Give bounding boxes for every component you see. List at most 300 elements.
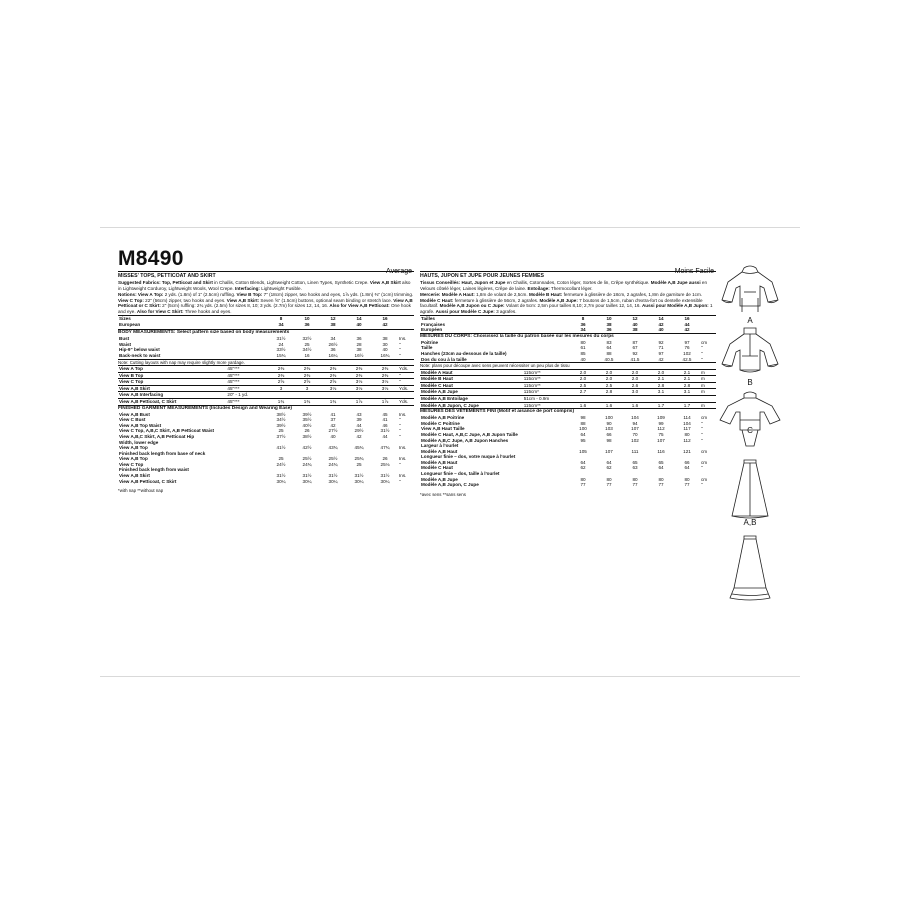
detail-text: 1,8m de volant de 2,5cm. [474, 292, 529, 297]
yardage-value [268, 392, 294, 399]
measurement-value: 28 [356, 341, 362, 347]
row-label: Width, lower edge [119, 439, 159, 445]
sizes-table [118, 315, 414, 327]
measurement-value: 62 [606, 465, 612, 471]
measurement-value: 40.5 [604, 356, 614, 362]
yardage-value [372, 392, 398, 399]
view-sketches [718, 262, 790, 662]
body-measurements-table [118, 336, 414, 358]
unit: " [399, 433, 401, 439]
unit: " [701, 482, 703, 488]
yardage-value [622, 395, 648, 402]
yardage-value: 2.7 [570, 389, 596, 396]
yardage-value: 3⅛ [372, 385, 398, 392]
unit: m [700, 369, 716, 376]
unit: " [399, 428, 401, 434]
detail-text: 7 boutons de 1,5cm, ruban d'extra-fort ou dentelle extensible facultatif. [420, 297, 703, 308]
yardage-value: 3 [268, 385, 294, 392]
yardage-value: 3.1 [674, 389, 700, 396]
yardage-value: 2⅜ [268, 372, 294, 379]
pattern-envelope-back [118, 248, 718, 658]
measurement-value: 44 [382, 433, 388, 439]
row-label: View A,B Petticoat, C Skirt [118, 398, 226, 404]
view-letter-label: B [747, 378, 753, 387]
measurement-value: 66 [606, 431, 612, 437]
size-value: 36 [606, 327, 612, 333]
finished-garment-title [118, 405, 414, 412]
measurement-value: 77 [632, 482, 638, 488]
measurement-value: 25 [278, 428, 284, 434]
measurement-value: 35½ [302, 417, 312, 423]
yardage-value: 2.5 [570, 382, 596, 389]
measurement-value: 45¾ [354, 445, 364, 451]
measurement-value: 25 [356, 461, 362, 467]
measurement-value: 71 [658, 345, 664, 351]
yardage-value: 2⅜ [372, 365, 398, 372]
measurement-value: 65 [632, 459, 638, 465]
row-label: Modèle C Haut [420, 382, 523, 389]
size-value: 34 [580, 327, 586, 333]
row-label: View A Top [118, 365, 226, 372]
measurement-value: 80 [606, 476, 612, 482]
body-measurements-heading: BODY MEASUREMENTS: [118, 330, 176, 336]
row-label: View A,B Top [119, 456, 148, 462]
measurement-value: 63 [632, 465, 638, 471]
bold-label: View C Top: [118, 297, 144, 303]
measurement-value: 30¼ [354, 478, 364, 484]
measurement-value: 30¼ [328, 478, 338, 484]
yardage-row [420, 369, 716, 376]
measurement-value: 45 [382, 411, 388, 417]
top-divider-line [100, 227, 800, 228]
unit: " [399, 347, 401, 353]
unit: " [399, 352, 401, 358]
yardage-row [420, 376, 716, 383]
cutting-note-fr: Note: plans pour découpe avec sens peuvent nécessiter un peu plus de tissu [420, 362, 716, 368]
fabric-width: 115cm** [523, 369, 570, 376]
yardage-value [346, 392, 372, 399]
measurement-value: 38 [356, 347, 362, 353]
measurement-row [420, 482, 716, 488]
sizes-table-fr [420, 315, 716, 333]
measurement-value: 29½ [354, 428, 364, 434]
pattern-number: M8490 [118, 247, 184, 270]
measurement-value: 41 [330, 411, 336, 417]
size-value: 10 [294, 316, 320, 322]
measurement-value: 61 [580, 345, 586, 351]
bottom-divider-line [100, 676, 800, 677]
yardage-value: 2.0 [596, 376, 622, 383]
measurement-value: 88 [580, 420, 586, 426]
suggested-fabrics-fr [420, 280, 716, 291]
measurement-value: 31½ [380, 428, 390, 434]
difficulty-level-fr: Moins Facile [674, 268, 714, 275]
view-letter-label: A,B [743, 518, 757, 527]
size-value: 16 [674, 316, 700, 322]
row-label: Modèle A,B Haut [421, 448, 458, 454]
body-measurements-heading-fr: MESURES DU CORPS: [420, 333, 472, 339]
measurement-value: 30¼ [302, 478, 312, 484]
measurement-value: 39 [356, 417, 362, 423]
body-measurements-subtitle-fr: Choisissez la taille du patron basée sur les mesures du corps [471, 333, 614, 339]
bold-label: Entoilage: [527, 285, 550, 291]
unit: " [399, 341, 401, 347]
finished-garment-heading: FINISHED GARMENT MEASUREMENTS [118, 405, 209, 411]
top-b-drawing-icon [718, 326, 782, 380]
yardage-value: 2⅝ [268, 379, 294, 386]
nap-footnote-fr: *avec sens **sans sens [420, 491, 466, 497]
yardage-table-fr [420, 369, 716, 409]
row-label: View A,B Interfacing [118, 392, 226, 399]
finished-garment-heading-fr: MESURES DES VÊTEMENTS FINI [420, 409, 496, 415]
row-label: Longueur finie – dos, taille à l'ourlet [421, 471, 500, 477]
size-value: 8 [570, 316, 596, 322]
finished-garment-table-fr [420, 415, 716, 488]
french-column [420, 248, 716, 497]
measurement-value: 30 [382, 341, 388, 347]
bold-label: Interfacing: [234, 285, 260, 291]
row-label: Largeur à l'ourlet [421, 443, 459, 449]
finished-garment-title-fr [420, 408, 716, 415]
measurement-value: 42 [658, 356, 664, 362]
unit: " [701, 420, 703, 426]
measurement-value: 46 [382, 422, 388, 428]
yardage-value: 3.1 [648, 389, 674, 396]
detail-text: 7" (18cm) zipper, two hooks and eyes, 1⅞ yds. (1.8m) ⅜" (1cm) trimming. [262, 292, 414, 297]
yardage-value [648, 395, 674, 402]
measurement-value: 103 [605, 426, 613, 432]
yardage-value [570, 395, 596, 402]
size-value: 38 [606, 321, 612, 327]
yardage-value: 2⅜ [294, 372, 320, 379]
measurement-value: 36 [356, 336, 362, 342]
unit: " [701, 465, 703, 471]
measurement-value: 109 [657, 415, 665, 421]
row-label: Modèle C Haut, A,B,C Jupe, A,B Jupon Taille [421, 431, 518, 437]
unit: " [701, 350, 703, 356]
unit: m [700, 382, 716, 389]
row-label: Modèle C Poitrine [421, 420, 460, 426]
row-label: Modèle A Haut [420, 369, 523, 376]
measurement-value: 42 [356, 433, 362, 439]
detail-text: 2 yds. (1.8m) of 1" (2.5cm) ruffling. [163, 292, 237, 297]
measurement-value: 43¾ [328, 445, 338, 451]
unit: Ins. [399, 445, 407, 451]
row-label: View A,B Skirt [119, 473, 150, 479]
yardage-value: 1¾ [294, 398, 320, 404]
bold-label: View A,B Skirt [369, 280, 401, 285]
measurement-value: 34½ [302, 347, 312, 353]
bold-label: Modèle A,B Jupon ou C Jupe: [439, 303, 505, 308]
measurement-value: 88 [606, 350, 612, 356]
bold-label: Notions: View A Top: [118, 292, 164, 297]
row-label: Hanches (23cm au-dessous de la taille) [421, 350, 507, 356]
measurement-value: 64 [580, 459, 586, 465]
row-label: Modèle A,B Poitrine [421, 415, 465, 421]
yardage-value: 2.5 [596, 382, 622, 389]
measurement-value: 98 [580, 415, 586, 421]
body-measurements-subtitle: Select pattern size based on body measurements [175, 330, 290, 336]
row-label: View C Top [118, 379, 226, 386]
yardage-value: 2.0 [648, 369, 674, 376]
measurement-value: 97 [684, 339, 690, 345]
measurement-value: 111 [631, 448, 639, 454]
unit: Ins. [399, 456, 407, 462]
measurement-value: 116 [657, 448, 665, 454]
measurement-value: 40 [580, 356, 586, 362]
unit: cm [701, 476, 708, 482]
row-label: Européen [421, 327, 443, 333]
yardage-value: 1.6 [596, 402, 622, 408]
bold-label: Aussi pour Modèle A,B Jupon: [641, 303, 709, 308]
measurement-value: 26½ [328, 341, 338, 347]
row-label: European [119, 321, 141, 327]
measurement-value: 80 [658, 476, 664, 482]
fabric-width: 20" - 1 yd. [226, 392, 268, 399]
row-label: View B Top [118, 372, 226, 379]
unit: " [701, 345, 703, 351]
measurement-value: 75 [658, 431, 664, 437]
body-measurements-title-fr [420, 333, 716, 340]
yardage-value: 2.0 [622, 376, 648, 383]
yardage-value: 2.8 [674, 382, 700, 389]
unit [700, 395, 716, 402]
row-label: View A,B Top [119, 445, 148, 451]
measurement-value: 26 [382, 456, 388, 462]
row-label: Waist [119, 341, 132, 347]
petticoat-drawing-icon [726, 534, 774, 602]
size-value: 36 [580, 321, 586, 327]
size-value: 8 [268, 316, 294, 322]
measurement-value: 92 [632, 350, 638, 356]
detail-text: 1 agrafe. [420, 303, 713, 314]
measurement-value: 38½ [302, 433, 312, 439]
measurement-value: 66 [684, 459, 690, 465]
yardage-value: 1¾ [268, 398, 294, 404]
garment-title-fr: HAUTS, JUPON ET JUPE POUR JEUNES FEMMES [420, 273, 544, 279]
unit: cm [701, 459, 708, 465]
bold-label: Tissus Conseillés: Haut, Jupon et Jupe [420, 280, 506, 285]
measurement-value: 107 [657, 437, 665, 443]
measurement-value: 30¼ [380, 478, 390, 484]
bold-label: Modèle B Haut: [528, 292, 563, 297]
unit: m [700, 376, 716, 383]
yardage-value: 3⅛ [320, 385, 346, 392]
measurement-value: 76 [684, 345, 690, 351]
measurement-value: 62 [580, 465, 586, 471]
measurement-value: 32½ [302, 336, 312, 342]
row-label: Taille [421, 345, 433, 351]
unit: " [701, 431, 703, 437]
yardage-value: 3 [294, 385, 320, 392]
measurement-value: 102 [631, 437, 639, 443]
fabric-width: 115cm** [523, 402, 570, 408]
yardage-value: 1.6 [622, 402, 648, 408]
size-value: 42 [684, 327, 690, 333]
size-value: 42 [658, 321, 664, 327]
row-label: Back-neck to waist [119, 352, 161, 358]
yardage-row [420, 382, 716, 389]
measurement-value: 25½ [302, 456, 312, 462]
measurement-value: 41½ [276, 445, 286, 451]
measurement-value: 70 [632, 431, 638, 437]
measurement-value: 34 [330, 336, 336, 342]
detail-text: en Velours côtelé léger, Laines légères, Crêpe de laine. [420, 280, 708, 291]
row-label: View A,B,C Skirt, A,B Petticoat Hip [119, 433, 195, 439]
measurement-value: 64 [606, 459, 612, 465]
yardage-row [118, 392, 414, 399]
measurement-value: 37 [330, 417, 336, 423]
measurement-value: 43 [356, 411, 362, 417]
measurement-value: 34½ [276, 417, 286, 423]
detail-text: 22" (56cm) zipper, two hooks and eyes. [143, 297, 227, 303]
unit: " [398, 372, 414, 379]
measurement-value: 107 [631, 426, 639, 432]
yardage-row [420, 395, 716, 402]
unit: cm [701, 415, 708, 421]
bold-label: Suggested Fabrics: Top, Petticoat and Skirt [118, 280, 213, 285]
fabric-width: 45"*** [226, 365, 268, 372]
measurement-value: 16½ [354, 352, 364, 358]
measurement-value: 114 [683, 415, 691, 421]
measurement-value: 31½ [380, 473, 390, 479]
fabric-width: 45"*** [226, 398, 268, 404]
bold-label: View A,B Petticoat or C Skirt: [118, 297, 413, 308]
row-label: Longueur finie – dos, votre nuque à l'ourlet [421, 454, 516, 460]
divider [420, 271, 716, 272]
measurement-value: 77 [580, 482, 586, 488]
measurement-value: 80 [684, 431, 690, 437]
row-label: Hip-9" below waist [119, 347, 160, 353]
yardage-value: 2.1 [674, 376, 700, 383]
yardage-row [420, 389, 716, 396]
row-label: Modèle C Haut [421, 465, 453, 471]
yardage-value: 2⅜ [372, 372, 398, 379]
bold-label: Aussi pour Modèle C Jupe: [435, 308, 495, 314]
garment-title: MISSES' TOPS, PETTICOAT AND SKIRT [118, 273, 216, 279]
size-value: 44 [684, 321, 690, 327]
measurement-value: 33½ [276, 347, 286, 353]
measurement-value: 112 [683, 437, 691, 443]
row-label: Sizes [118, 316, 268, 322]
unit: cm [701, 339, 708, 345]
fabric-width: 115cm* [523, 389, 570, 396]
size-value: 14 [346, 316, 372, 322]
yardage-value [596, 395, 622, 402]
top-c-drawing-icon [718, 390, 782, 452]
body-measurements-title [118, 329, 414, 336]
measurement-value: 31½ [302, 473, 312, 479]
view-petticoat-sketch [726, 534, 774, 607]
detail-text: One hook and eye. [118, 303, 411, 314]
size-value: 40 [658, 327, 664, 333]
detail-text: also in Lightweight Corduroy, Lightweight Wools, Wool Crepe. [118, 280, 411, 291]
size-value: 12 [320, 316, 346, 322]
measurement-value: 117 [683, 426, 691, 432]
measurement-value: 37½ [276, 433, 286, 439]
fabric-width: 115cm** [523, 376, 570, 383]
measurement-value: 87 [632, 339, 638, 345]
measurement-value: 65 [658, 459, 664, 465]
measurement-value: 39½ [276, 422, 286, 428]
unit: " [701, 356, 703, 362]
detail-text: fermeture à glissière de 18cm, 2 agrafes, 1,8m de garniture de 1cm. [562, 292, 703, 297]
measurement-value: 121 [683, 448, 691, 454]
unit: Ins. [399, 473, 407, 479]
yardage-value: 1.6 [570, 402, 596, 408]
measurement-value: 95 [580, 437, 586, 443]
detail-text: Lightweight Fusible. [259, 285, 302, 291]
bold-label: Modèle A,B Jupe: [539, 297, 578, 303]
yardage-value: 2.0 [570, 376, 596, 383]
measurement-value: 104 [683, 420, 691, 426]
yardage-table [118, 365, 414, 405]
row-label: View C Bust [119, 417, 146, 423]
yardage-value: 2.8 [596, 389, 622, 396]
measurement-value: 47¾ [380, 445, 390, 451]
measurement-value: 112 [657, 426, 665, 432]
yardage-value: 2.1 [648, 376, 674, 383]
measurement-value: 25⅛ [380, 461, 390, 467]
size-value: 14 [648, 316, 674, 322]
measurement-value: 26 [304, 428, 310, 434]
row-label: View A,B Skirt [118, 385, 226, 392]
measurement-value: 38 [382, 336, 388, 342]
row-label: View A,B Haut Taille [421, 426, 465, 432]
measurement-value: 64 [606, 345, 612, 351]
unit: m [700, 402, 716, 408]
size-value: 40 [632, 321, 638, 327]
measurement-row [118, 479, 414, 485]
yardage-value: 3⅛ [372, 379, 398, 386]
measurement-value: 38½ [276, 411, 286, 417]
measurement-value: 105 [579, 448, 587, 454]
yardage-value: 1¾ [320, 398, 346, 404]
yardage-value [294, 392, 320, 399]
unit: m [700, 389, 716, 396]
measurement-value: 83 [606, 339, 612, 345]
yardage-value: 1⅞ [372, 398, 398, 404]
measurement-value: 80 [580, 339, 586, 345]
size-value: 36 [304, 321, 310, 327]
size-value: 16 [372, 316, 398, 322]
yardage-value: 1.7 [674, 402, 700, 408]
measurement-value: 24½ [276, 461, 286, 467]
measurement-value: 25 [304, 341, 310, 347]
size-value: 38 [632, 327, 638, 333]
row-label: Tailles [420, 316, 570, 322]
yardage-value: 2.0 [570, 369, 596, 376]
unit: " [399, 422, 401, 428]
row-label: View C Top [119, 461, 144, 467]
measurement-value: 41 [382, 417, 388, 423]
yardage-value: 2⅜ [346, 365, 372, 372]
unit: Ins. [399, 411, 407, 417]
measurement-value: 98 [606, 437, 612, 443]
bold-label: Mercerie: Modèle A Haut: [420, 292, 475, 297]
row-label: View A,B Bust [119, 411, 150, 417]
measurement-value: 77 [684, 482, 690, 488]
yardage-value: 2⅝ [320, 379, 346, 386]
bold-label: Also for View A,B Petticoat: [329, 303, 390, 308]
measurement-value: 36 [330, 347, 336, 353]
detail-text: 2" (5cm) ruffling: 2¾ yds. (2.5m) for sizes 8, 10; 3 yds. (2.7m) for sizes 12, 14, 16. [160, 303, 330, 308]
unit [398, 392, 414, 399]
measurement-value: 40 [330, 433, 336, 439]
row-label: Modèle A,B Haut [421, 459, 458, 465]
view-letter-label: C [747, 426, 753, 435]
measurement-value: 80 [632, 476, 638, 482]
